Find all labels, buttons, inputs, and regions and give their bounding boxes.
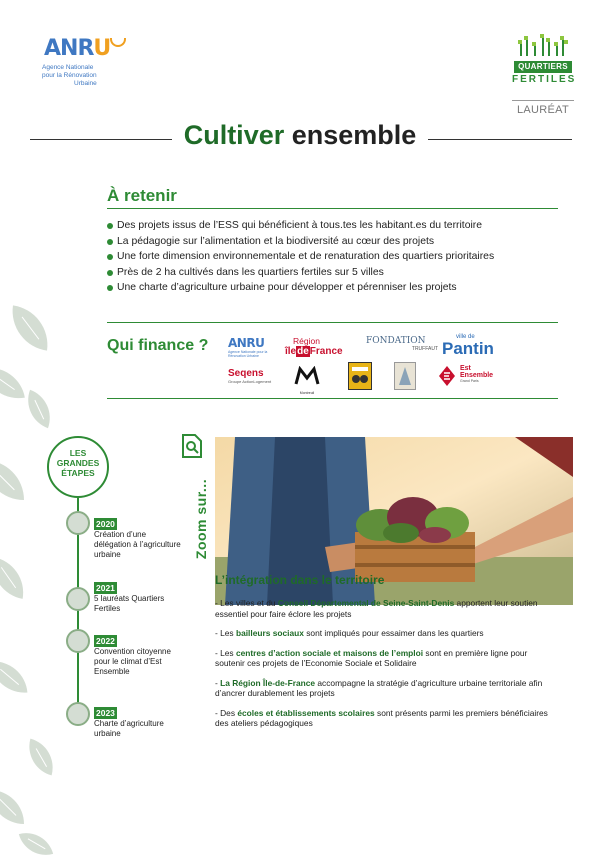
list-item: Des projets issus de l’ESS qui bénéficient à tous.tes les habitant.es du territoire <box>107 218 558 234</box>
leaf-icon <box>0 659 27 696</box>
integration-list <box>215 598 555 738</box>
title-rule-right <box>428 139 572 140</box>
partner-badge-logo <box>348 362 372 390</box>
anru-logo <box>42 36 142 96</box>
building-icon <box>395 363 415 389</box>
title-rule-left <box>30 139 172 140</box>
ville-pantin-logo: ville de Pantin <box>442 334 494 358</box>
list-item: - Les villes et du Conseil Départemental de Seine-Saint-Denis apportent leur soutien essentiel pour faire éclore les projets <box>215 598 538 619</box>
anru-tagline: Agence Nationale pour la Rénovation Urbaine <box>42 64 97 87</box>
anru-arc-icon <box>110 38 126 47</box>
leaf-icon <box>19 827 53 861</box>
retenir-heading: À retenir <box>107 186 177 205</box>
anru-logo-small: ANRU Agence Nationale pour la Rénovation Urbaine <box>228 336 268 358</box>
est-ensemble-logo: Est Ensemble Grand Paris <box>438 364 498 388</box>
retenir-rule-bottom <box>107 322 558 323</box>
sprouts-icon <box>516 30 570 56</box>
leaf-icon <box>7 305 52 350</box>
leaf-icon <box>0 460 24 500</box>
timeline-text: Convention citoyenne pour le climat d’Est Ensemble <box>94 647 171 676</box>
leaf-icon <box>23 739 60 776</box>
document-search-icon <box>181 433 203 459</box>
timeline-dot <box>66 629 90 653</box>
laureat-divider <box>512 100 574 101</box>
leaf-icon <box>0 790 24 824</box>
zoom-label: Zoom sur... <box>193 478 209 560</box>
quartiers-fertiles-logo <box>512 30 577 124</box>
list-item: Une forte dimension environnementale et de renaturation des quartiers prioritaires <box>107 249 558 265</box>
list-item: Près de 2 ha cultivés dans les quartiers fertiles sur 5 villes <box>107 265 558 281</box>
laureat-label: LAURÉAT <box>516 104 570 116</box>
finance-heading: Qui finance ? <box>107 337 209 354</box>
timeline-text: 5 lauréats Quartiers Fertiles <box>94 594 165 613</box>
leaf-icon <box>20 390 58 428</box>
list-item: - Les bailleurs sociaux sont impliqués pour essaimer dans les quartiers <box>215 628 484 638</box>
seqens-logo: Seqens Groupe ActionLogement <box>228 368 272 384</box>
page-title-highlight: Cultiver <box>183 120 285 150</box>
timeline-dot <box>66 587 90 611</box>
timeline-dot <box>66 511 90 535</box>
leaf-icon <box>0 557 29 599</box>
est-ensemble-icon <box>438 365 456 387</box>
steps-badge: LES GRANDES ÉTAPES <box>47 436 109 498</box>
page-title <box>172 120 428 151</box>
region-idf-logo: Région îledeFrance <box>285 336 343 357</box>
qf-line1: QUARTIERS <box>514 61 572 73</box>
list-item: Une charte d’agriculture urbaine pour développer et pérenniser les projets <box>107 280 558 296</box>
timeline-text: Création d’une délégation à l’agriculture urbaine <box>94 530 181 559</box>
timeline-year: 2022 <box>96 636 115 646</box>
partner-building-logo <box>394 362 416 390</box>
leaf-icon <box>0 362 25 404</box>
list-item: - La Région Île-de-France accompagne la stratégie d’agriculture urbaine territoriale afin d’ancrer durablement les projets <box>215 677 543 698</box>
list-item: La pédagogie sur l’alimentation et la biodiversité au cœur des projets <box>107 234 558 250</box>
timeline-year: 2020 <box>96 519 115 529</box>
timeline-year: 2023 <box>96 708 115 718</box>
fondation-truffaut-logo: FONDATION TRUFFAUT <box>366 336 438 352</box>
list-item: - Les centres d’action sociale et maisons de l’emploi sont en première ligne pour soutenir ces projets de l’Economie Sociale et Solidaire <box>215 647 528 668</box>
anru-word-accent: U <box>93 36 111 61</box>
montreuil-mark-icon <box>292 366 322 386</box>
timeline-text: Charte d’agriculture urbaine <box>94 719 164 738</box>
timeline-dot <box>66 702 90 726</box>
list-item: - Des écoles et établissements scolaires sont présents parmi les premiers bénéficiaires des ateliers pédagogiques <box>215 707 548 728</box>
qf-line2: FERTILES <box>512 74 577 85</box>
partner-badge-icon <box>349 363 371 389</box>
finance-rule-bottom <box>107 398 558 399</box>
montreuil-logo: Montreuil <box>292 366 322 392</box>
integration-heading: L’intégration dans le territoire <box>215 573 385 587</box>
page-title-rest: ensemble <box>284 120 417 150</box>
retenir-list <box>107 218 558 296</box>
retenir-rule <box>107 208 558 209</box>
timeline-year: 2021 <box>96 583 115 593</box>
anru-word: ANR <box>44 36 94 61</box>
